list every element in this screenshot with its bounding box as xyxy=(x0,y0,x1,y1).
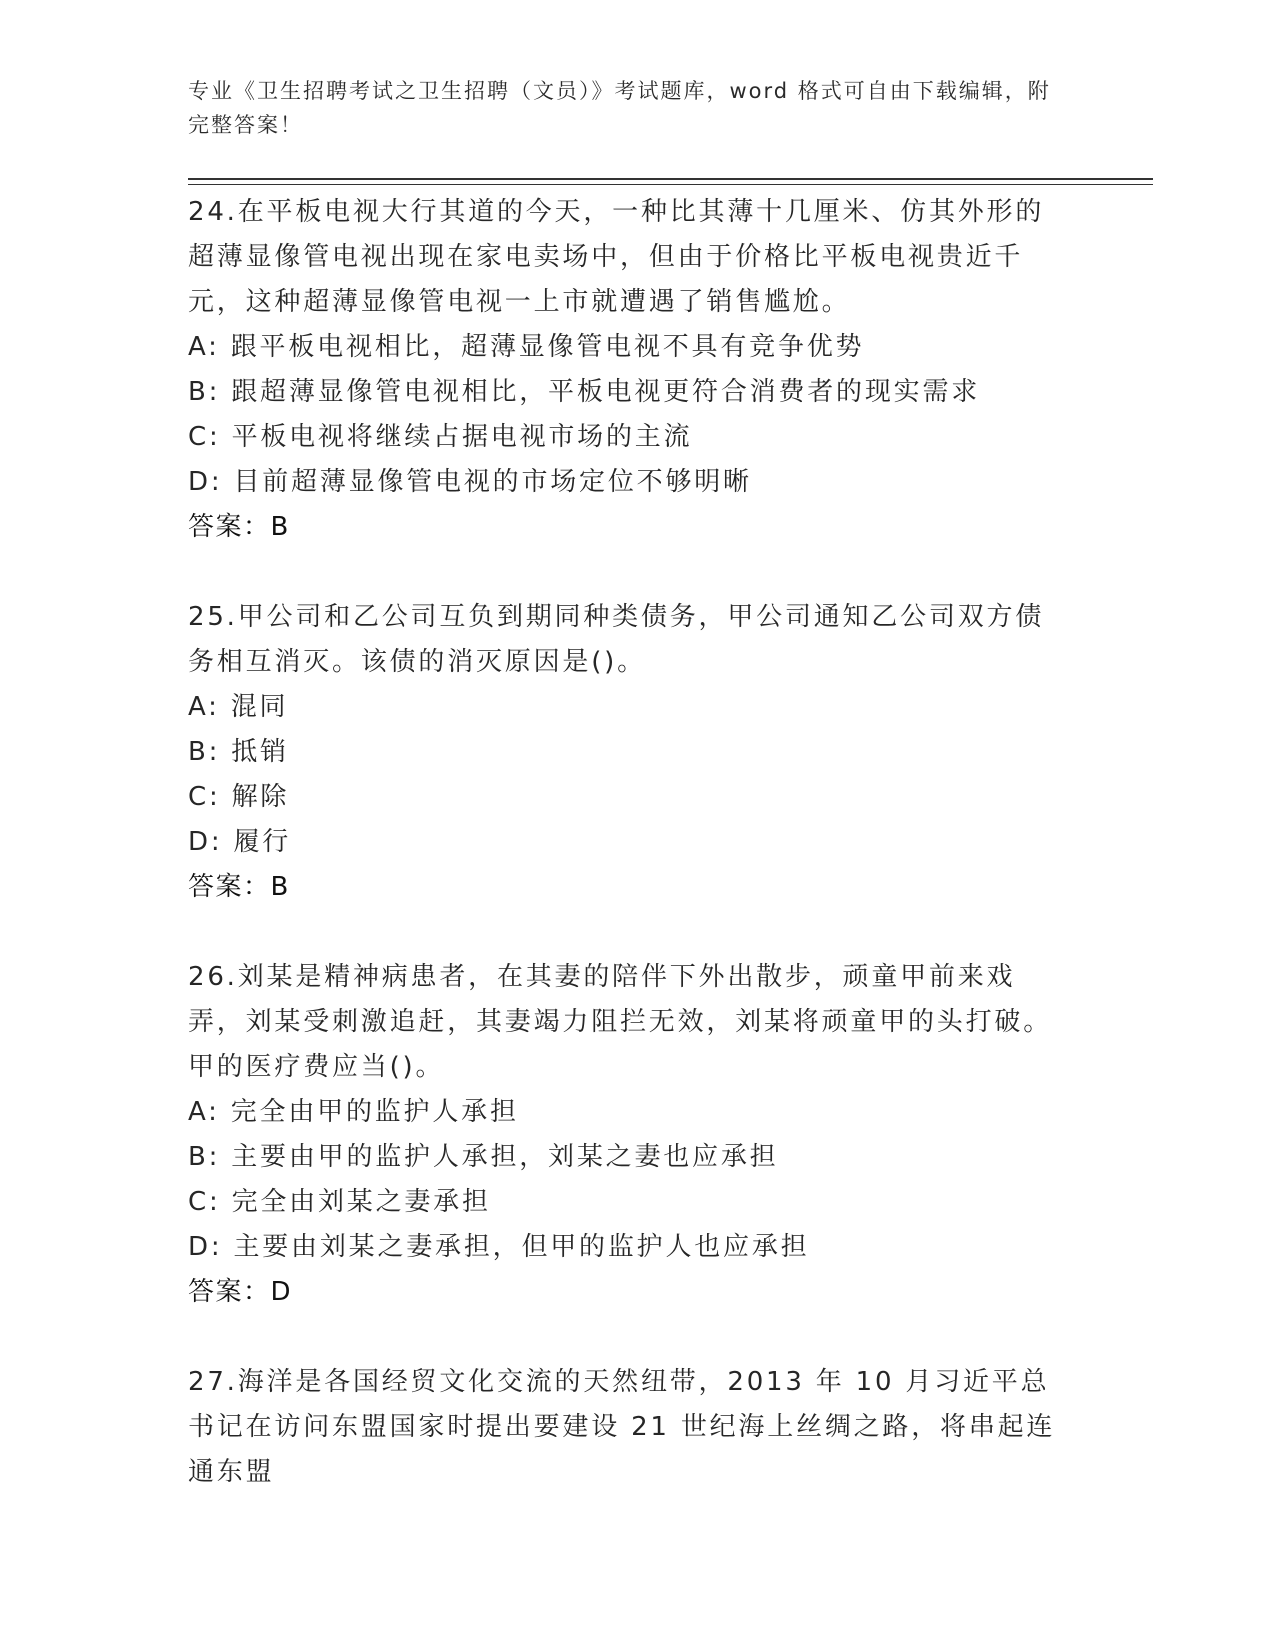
option-a: A: 完全由甲的监护人承担 xyxy=(188,1097,519,1127)
option-c: C: 完全由刘某之妻承担 xyxy=(188,1187,491,1217)
option-c: C: 平板电视将继续占据电视市场的主流 xyxy=(188,422,693,452)
option-d: D: 履行 xyxy=(188,827,292,857)
header-divider-thin xyxy=(188,184,1153,185)
option-a: A: 跟平板电视相比，超薄显像管电视不具有竞争优势 xyxy=(188,332,865,362)
question-spacer xyxy=(188,550,1068,595)
answer-label: 答案：B xyxy=(188,872,290,902)
header-divider xyxy=(188,178,1153,180)
question-26 xyxy=(188,955,1068,1315)
option-c: C: 解除 xyxy=(188,782,290,812)
answer-label: 答案：B xyxy=(188,512,290,542)
question-stem: 25.甲公司和乙公司互负到期同种类债务，甲公司通知乙公司双方债务相互消灭。该债的消灭原因是()。 xyxy=(188,602,1045,677)
question-25 xyxy=(188,595,1068,910)
option-b: B: 主要由甲的监护人承担，刘某之妻也应承担 xyxy=(188,1142,779,1172)
question-24 xyxy=(188,190,1068,550)
option-d: D: 目前超薄显像管电视的市场定位不够明晰 xyxy=(188,467,752,497)
option-d: D: 主要由刘某之妻承担，但甲的监护人也应承担 xyxy=(188,1232,810,1262)
question-stem: 24.在平板电视大行其道的今天，一种比其薄十几厘米、仿其外形的超薄显像管电视出现在家电卖场中，但由于价格比平板电视贵近千元，这种超薄显像管电视一上市就遭遇了销售尴尬。 xyxy=(188,197,1045,317)
document-header: 专业《卫生招聘考试之卫生招聘（文员）》考试题库，word 格式可自由下载编辑，附完整答案！ xyxy=(188,79,1051,137)
question-list xyxy=(188,190,1068,1495)
question-spacer xyxy=(188,1315,1068,1360)
option-a: A: 混同 xyxy=(188,692,289,722)
option-b: B: 抵销 xyxy=(188,737,289,767)
question-27 xyxy=(188,1360,1068,1495)
option-b: B: 跟超薄显像管电视相比，平板电视更符合消费者的现实需求 xyxy=(188,377,981,407)
question-spacer xyxy=(188,910,1068,955)
answer-label: 答案：D xyxy=(188,1277,293,1307)
question-stem: 26.刘某是精神病患者，在其妻的陪伴下外出散步，顽童甲前来戏弄，刘某受刺激追赶，其妻竭力阻拦无效，刘某将顽童甲的头打破。甲的医疗费应当()。 xyxy=(188,962,1053,1082)
question-stem: 27.海洋是各国经贸文化交流的天然纽带，2013 年 10 月习近平总书记在访问东盟国家时提出要建设 21 世纪海上丝绸之路，将串起连通东盟 xyxy=(188,1367,1056,1487)
